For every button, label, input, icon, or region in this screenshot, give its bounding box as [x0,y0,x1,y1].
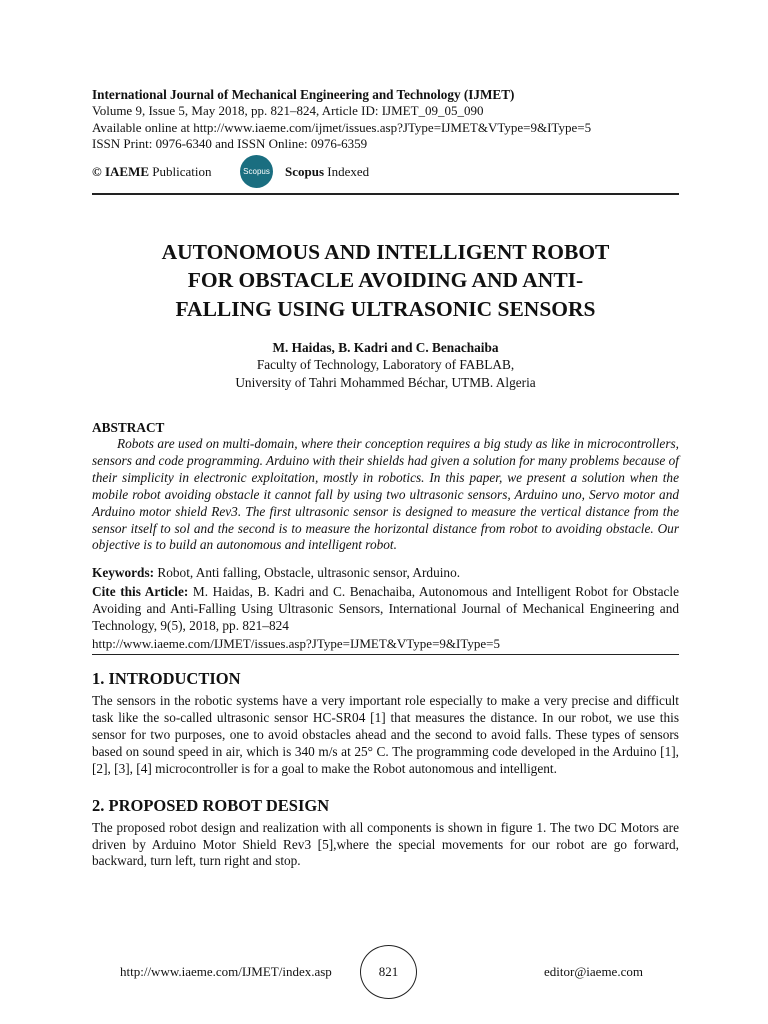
publisher-suffix: Publication [152,163,212,179]
cite-divider [92,654,679,655]
paper-title [92,238,679,324]
title-line: FALLING USING ULTRASONIC SENSORS [175,296,596,321]
available-online-line: Available online at http://www.iaeme.com/ijmet/issues.asp?JType=IJMET&VType=9&IType=5 [92,119,592,135]
section-heading-introduction: 1. INTRODUCTION [92,669,241,689]
section-body-robot-design: The proposed robot design and realization with all components is shown in figure 1. The two DC Motors are driven by Arduino Motor Shield Rev3 [5],where the special movements for our robot are go forward, backward, turn left, turn right and stop. [92,819,679,869]
title-line: FOR OBSTACLE AVOIDING AND ANTI- [187,268,584,292]
header-divider [92,193,679,195]
abstract-heading: ABSTRACT [92,420,165,435]
page-footer [0,945,768,999]
cite-label: Cite this Article: [92,584,189,600]
issn-line: ISSN Print: 0976-6340 and ISSN Online: 0976-6359 [92,136,368,151]
abstract-text: Robots are used on multi-domain, where their conception requires a big study as like in microcontrollers, sensors and code programming. Arduino with their shields had given a solution for many problems because of their simplicity in electronic exploitation, mostly in robotics. In this paper, we present a solution when the mobile robot avoiding obstacle it cannot fall by using two ultrasonic sensors, Arduino uno, Servo motor and Arduino motor shield Rev3. The first ultrasonic sensor is designed to measure the vertical distance from the sensor itself to sol and the second is to measure the horizontal distance from robot to avoiding obstacle. Our objective is to build an autonomous and intelligent robot. [92,436,679,553]
section-heading-robot-design: 2. PROPOSED ROBOT DESIGN [92,795,330,815]
publisher-row [92,155,679,189]
affiliation-line: University of Tahri Mohammed Béchar, UTMB. Algeria [235,375,536,390]
keywords-label: Keywords: [92,565,155,581]
scopus-logo-icon [240,155,273,188]
authors: M. Haidas, B. Kadri and C. Benachaiba [272,340,499,355]
cite-url[interactable]: http://www.iaeme.com/IJMET/issues.asp?JType=IJMET&VType=9&IType=5 [92,636,500,652]
keywords-text: Robot, Anti falling, Obstacle, ultrasonic sensor, Arduino. [157,565,461,581]
page-number: 821 [378,964,399,979]
paper-page [92,86,679,870]
cite-article [92,584,679,635]
title-line: AUTONOMOUS AND INTELLIGENT ROBOT [161,239,610,264]
affiliation-line: Faculty of Technology, Laboratory of FABLAB, [256,357,515,372]
scopus-name: Scopus [285,163,325,179]
footer-email[interactable]: editor@iaeme.com [544,964,643,979]
publisher-name: IAEME [104,163,150,179]
affiliation [92,356,679,392]
scopus-indexed [285,164,369,180]
scopus-logo-text: Scopus [243,167,270,176]
footer-journal-url[interactable]: http://www.iaeme.com/IJMET/index.asp [120,964,332,979]
section-body-introduction: The sensors in the robotic systems have a very important role especially to make a very precise and difficult task like the so-called ultrasonic sensor HC-SR04 [1] that measures the distance. In our robot, we use this sensor for two purposes, one to avoid obstacles ahead and the second to avoid falls. These types of sensors based on sound speed in air, which is 340 m/s at 25° C. The programming code developed in the Arduino [1], [2], [3], [4] microcontroller is for a goal to make the Robot autonomous and intelligent. [92,693,679,776]
keywords [92,564,679,581]
scopus-suffix: Indexed [327,163,370,179]
page-number-badge [360,945,417,999]
volume-line: Volume 9, Issue 5, May 2018, pp. 821–824, Article ID: IJMET_09_05_090 [92,103,484,118]
cite-text: M. Haidas, B. Kadri and C. Benachaiba, Autonomous and Intelligent Robot for Obstacle Avoiding and Anti-Falling Using Ultrasonic Sensors, International Journal of Mechanical Engineering and Technology, 9(5), 2018, pp. 821–824 [92,584,679,634]
journal-name: International Journal of Mechanical Engineering and Technology (IJMET) [92,87,515,102]
journal-header [92,86,679,195]
publisher-credit [92,164,240,180]
copyright-symbol: © [92,163,102,179]
